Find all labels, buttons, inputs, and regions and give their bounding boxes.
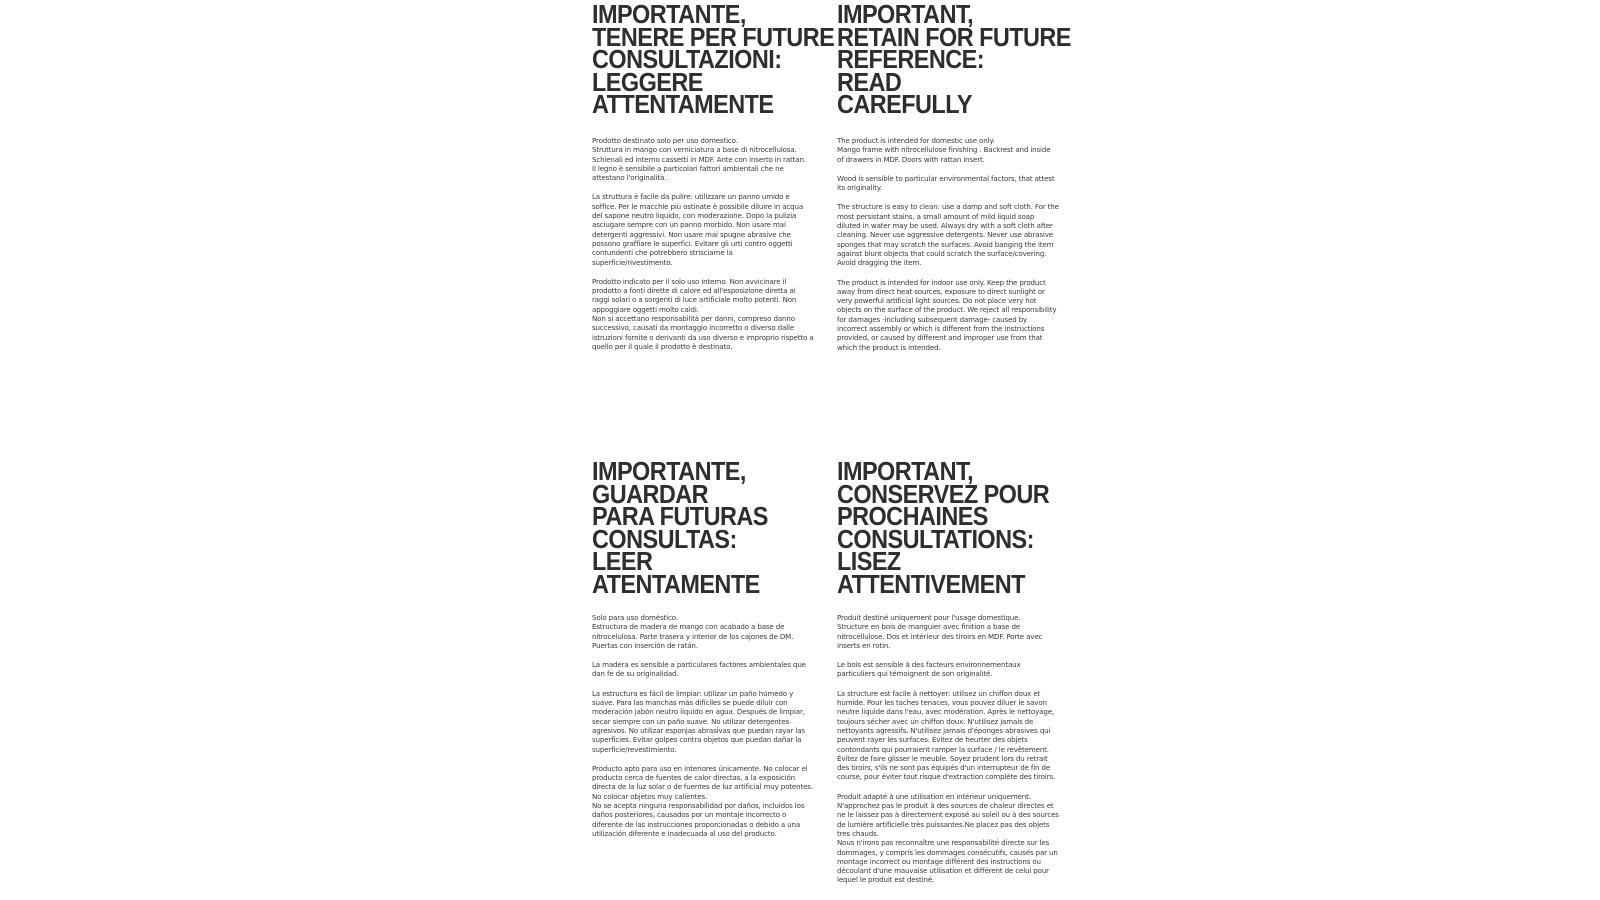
heading-line: CONSERVEZ POUR <box>837 480 1050 509</box>
section-spanish <box>592 458 814 838</box>
heading-line: CONSULTATIONS: <box>837 525 1034 554</box>
body-italian <box>592 136 814 361</box>
paragraph: Produit destiné uniquement pour l'usage domestique. Structure en bois de manguier avec finition a base de nitrocellulose. Dos et intérieur des tiroirs en MDF. Porte avec inserts en rotin. <box>837 613 1043 650</box>
heading-english <box>837 1 1071 119</box>
heading-line: REFERENCE: <box>837 46 984 74</box>
heading-line: IMPORTANT, <box>837 1 974 29</box>
heading-line: CONSULTAS: <box>592 525 737 554</box>
heading-line: ATENTAMENTE <box>592 570 760 599</box>
paragraph: The product is intended for indoor use only. Keep the product away from direct heat sources, exposure to direct sunlight or very powerful artificial light sources. Do not place very hot objects on the surface of the product. We reject all responsibility for damages -including subsequent damage- caused by incorrect assembly or which is different from the instructions provided, or caused by different and improper use from that which the product is intended. <box>837 277 1057 352</box>
section-english <box>837 1 1071 352</box>
heading-line: ATTENTIVEMENT <box>837 570 1025 599</box>
heading-spanish <box>592 458 796 599</box>
heading-line: LEGGERE <box>592 68 703 97</box>
heading-line: LEER <box>592 548 653 576</box>
heading-line: TENERE PER FUTURE <box>592 23 835 52</box>
paragraph: La structure est facile à nettoyer: utilisez un chiffon doux et humide. Pour les taches tenaces, vous pouvez diluer le savon neutre liquide dans l'eau, avec modération. Après le nettoyage, toujours sécher avec un chiffon doux. N'utilisez jamais de nettoyants agressifs. N'utilisez jamais d'éponges abrasives qui peuvent rayer les surfaces. Évitez de heurter des objets contondants qui pourraient ramper la surface / le revêtement. Évitez de faire glisser le meuble. Soyez prudent lors du retrait des tiroirs, s'ils ne sont pas équipés d'un interrupteur de fin de course, pour éviter tout risque d'extraction complète des tiroirs. <box>837 688 1056 782</box>
paragraph: The structure is easy to clean: use a damp and soft cloth. For the most persistant stains, a small amount of mild liquid soap diluted in water may be used. Always dry with a soft cloth after cleaning. Never use aggressive detergents. Never use abrasive sponges that may scratch the surfaces. Avoid banging the item against blunt objects that could scratch the surface/covering. Avoid dragging the item. <box>837 202 1059 268</box>
heading-line: RETAIN FOR FUTURE <box>837 23 1071 52</box>
heading-line: READ <box>837 68 902 97</box>
paragraph: The product is intended for domestic use only. Mango frame with nitrocellulose finishing . Backrest and inside of drawers in MDF. Doors with rattan insert. <box>837 136 1051 164</box>
heading-line: IMPORTANTE, <box>592 1 746 29</box>
heading-line: CONSULTAZIONI: <box>592 46 782 74</box>
heading-line: CAREFULLY <box>837 91 972 119</box>
paragraph: Solo para uso doméstico. Estructura de madera de mango con acabado a base de nitrocelulosa. Parte trasera y interior de los cajones de DM. Puertas con inserción de ratán. <box>592 613 794 650</box>
paragraph: Prodotto destinato solo per uso domestico. Struttura in mango con verniciatura a base di nitrocellulosa. Schienali ed interno cassetti in MDF. Ante con inserto in rattan. Il legno è sensibile a particolari fattori ambientali che ne attestano l'originalità. <box>592 136 806 183</box>
body-french <box>837 613 1059 895</box>
heading-line: IMPORTANTE, <box>592 458 746 486</box>
heading-line: IMPORTANT, <box>837 458 974 486</box>
heading-line: PARA FUTURAS <box>592 503 768 531</box>
body-english <box>837 136 1059 362</box>
heading-line: LISEZ <box>837 548 901 576</box>
heading-italian <box>592 1 835 119</box>
section-french <box>837 458 1059 885</box>
paragraph: La madera es sensible a particulares factores ambientales que dan fe de su originalidad. <box>592 660 806 679</box>
paragraph: Prodotto indicato per il solo uso interno. Non avvicinare il prodotto a fonti dirette di calore ed all'esposizione diretta ai raggi solari o a sorgenti di luce artificiale molto potenti. Non appoggiare oggetti molto caldi. Non si accettano responsabilità per danni, compreso danno successivo, causati da montaggio incorretto o diverso dalle istruzioni fornite o derivanti da uso diverso e improprio rispetto a quello per il quale il prodotto è destinato. <box>592 276 814 351</box>
paragraph: La struttura è facile da pulire: utilizzare un panno umido e soffice. Per le macchie più ostinate è possibile diluire in acqua del sapone neutro liquido, con moderazione. Dopo la pulizia asciugare sempre con un panno morbido. Non usare mai detergenti aggressivi. Non usare mai spugne abrasive che possono graffiare le superfici. Evitare gli urti contro oggetti contundenti che potrebbero strisciarne la superficie/rivestimento. <box>592 192 804 267</box>
paragraph: Produit adapté à une utilisation en intérieur uniquement. N'approchez pas le produit à des sources de chaleur directes et ne le laissez pas à directement exposé au soleil ou à des sources de lumière artificielle très puissantes.Ne placez pas des objets tres chauds. Nous n'irons pas reconnaître une responsabilité directe sur les dommages, y compris les dommages consécutifs, causés par un montage incorrect ou montage différent des instructions ou découlant d'une mauvaise utilisation et différent de celui pour lequel le produit est destiné. <box>837 791 1059 885</box>
heading-french <box>837 458 1050 599</box>
section-italian <box>592 1 835 351</box>
paragraph: Wood is sensible to particular environmental factors, that attest its originality. <box>837 173 1055 193</box>
heading-line: GUARDAR <box>592 480 709 509</box>
body-spanish <box>592 613 814 848</box>
heading-line: ATTENTAMENTE <box>592 91 774 119</box>
paragraph: La estructura es fácil de limpiar: utilizar un paño húmedo y suave. Para las manchas más difíciles se puede diluir con moderación jabón neutro líquido en agua. Después de limpiar, secar siempre con un paño suave. No utilizar detergentes agresivos. No utilizar esponjas abrasivas que puedan rayar las superficies. Evitar golpes contra objetos que puedan dañar la superficie/revestimiento. <box>592 688 805 754</box>
heading-line: PROCHAINES <box>837 503 988 531</box>
paragraph: Le bois est sensible à des facteurs environnementaux particuliers qui témoignent de son originalité. <box>837 660 1021 679</box>
paragraph: Producto apto para uso en interiores únicamente. No colocar el producto cerca de fuentes de calor directas, a la exposición directa de la luz solar o de fuentes de luz artificial muy potentes. No colocar objetos muy calientes. No se acepta ninguna responsabilidad por daños, incluidos los daños posteriores, causados por un montaje incorrecto o diferente de las instrucciones proporcionadas o debido a una utilización diferente e inadecuada al uso del producto. <box>592 763 813 838</box>
